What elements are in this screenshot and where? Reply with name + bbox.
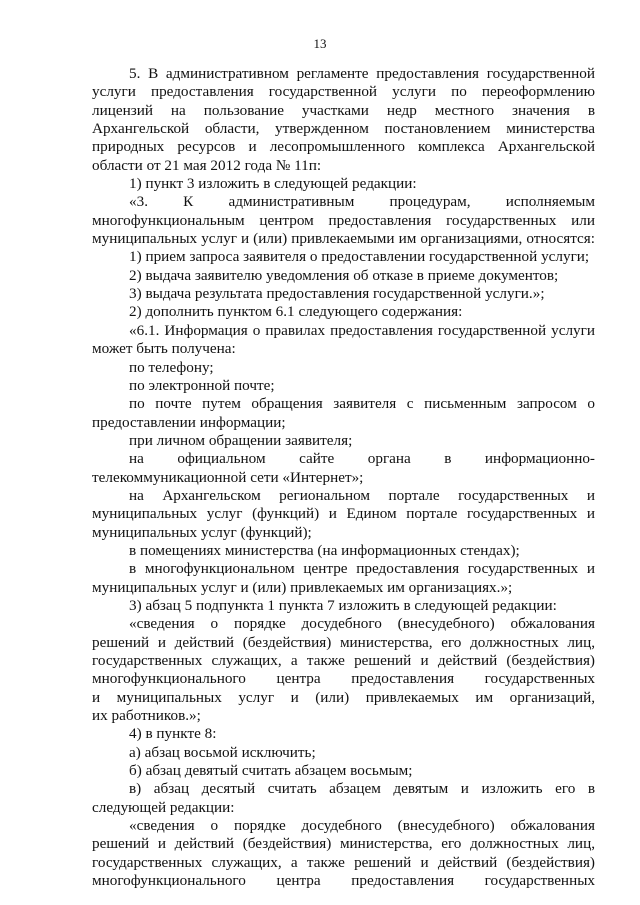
text-line: по телефону;: [129, 358, 214, 376]
text-line: в помещениях министерства (на информационных стендах);: [129, 541, 520, 559]
text-line: «6.1. Информация о правилах предоставления государственной услуги: [129, 321, 595, 339]
text-line: «сведения о порядке досудебного (внесудебного) обжалования: [129, 817, 595, 835]
text-line: в многофункциональном центре предоставления государственных и: [129, 560, 595, 578]
text-line: и муниципальных услуг и (или) привлекаемых им организаций,: [92, 688, 595, 706]
document-body: [92, 65, 595, 890]
text-line: их работников.»;: [92, 707, 201, 725]
text-line: по электронной почте;: [129, 376, 275, 394]
text-line: 2) дополнить пунктом 6.1 следующего содержания:: [129, 303, 463, 321]
text-line: муниципальных услуг (функций) и Едином портале государственных и: [92, 505, 595, 523]
text-line: муниципальных услуг и (или) привлекаемых им организациях.»;: [92, 578, 513, 596]
text-line: «3. К административным процедурам, исполняемым: [129, 193, 595, 211]
text-line: решений и действий (бездействия) министерства, его должностных лиц,: [92, 633, 595, 651]
text-line: лицензий на пользование участками недр местного значения в: [92, 101, 595, 119]
text-line: государственных служащих, а также решений и действий (бездействия): [92, 652, 595, 669]
text-line: Архангельской области, утвержденном постановлением министерства: [92, 120, 595, 138]
text-line: может быть получена:: [92, 340, 236, 358]
text-line: телекоммуникационной сети «Интернет»;: [92, 468, 364, 486]
text-line: муниципальных услуг и (или) привлекаемыми им организациями, относятся:: [92, 230, 595, 248]
text-line: 1) пункт 3 изложить в следующей редакции:: [129, 175, 417, 193]
text-line: области от 21 мая 2012 года № 11п:: [92, 156, 322, 174]
text-line: решений и действий (бездействия) министерства, его должностных лиц,: [92, 835, 595, 853]
text-line: б) абзац девятый считать абзацем восьмым;: [129, 762, 413, 780]
text-line: а) абзац восьмой исключить;: [129, 743, 316, 761]
text-line: при личном обращении заявителя;: [129, 431, 353, 449]
text-line: следующей редакции:: [92, 798, 235, 816]
text-line: природных ресурсов и лесопромышленного комплекса Архангельской: [92, 138, 595, 156]
text-line: «сведения о порядке досудебного (внесудебного) обжалования: [129, 615, 595, 633]
text-line: многофункционального центра предоставления государственных: [92, 670, 595, 688]
text-line: предоставлении информации;: [92, 413, 286, 431]
text-line: услуги предоставления государственной услуги по переоформлению: [92, 83, 595, 101]
page-number: 13: [313, 36, 327, 51]
text-line: на Архангельском региональном портале государственных и: [129, 486, 595, 504]
text-line: 2) выдача заявителю уведомления об отказе в приеме документов;: [129, 266, 559, 284]
text-line: многофункциональным центром предоставления государственных или: [92, 211, 595, 229]
text-line: муниципальных услуг (функций);: [92, 523, 312, 541]
text-line: 3) абзац 5 подпункта 1 пункта 7 изложить в следующей редакции:: [129, 596, 557, 614]
text-line: по почте путем обращения заявителя с письменным запросом о: [129, 395, 595, 413]
text-line: многофункционального центра предоставления государственных: [92, 872, 595, 890]
text-line: государственных служащих, а также решений и действий (бездействия): [92, 853, 595, 871]
text-line: в) абзац десятый считать абзацем девятым и изложить его в: [129, 780, 595, 798]
text-line: 1) прием запроса заявителя о предоставлении государственной услуги;: [129, 248, 590, 266]
text-line: на официальном сайте органа в информационно-: [129, 450, 595, 468]
text-line: 3) выдача результата предоставления государственной услуги.»;: [129, 285, 545, 303]
text-line: 5. В административном регламенте предоставления государственной: [129, 65, 595, 82]
text-line: 4) в пункте 8:: [129, 725, 217, 743]
